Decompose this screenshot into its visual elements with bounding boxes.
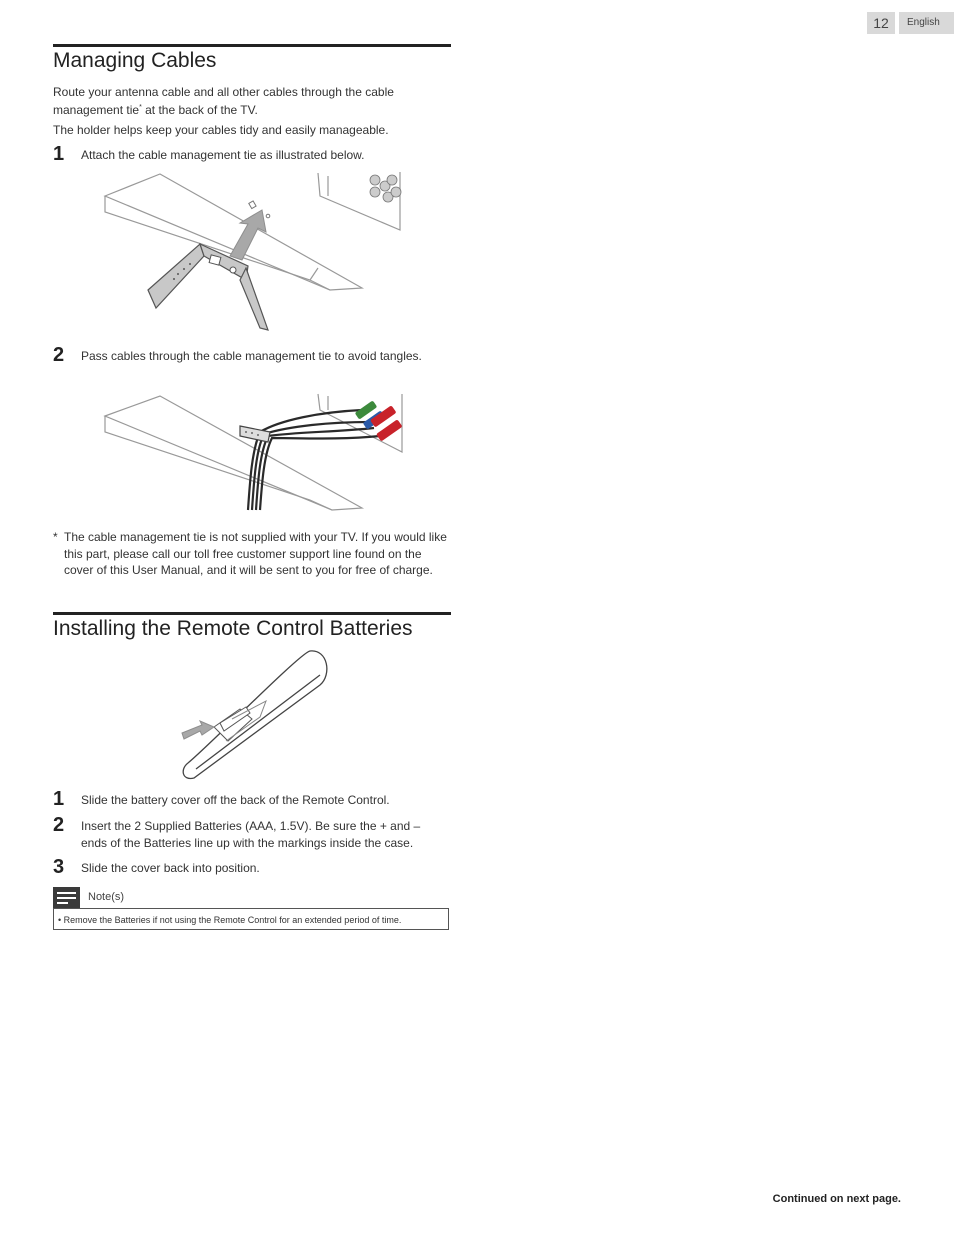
arrow-icon (182, 721, 214, 739)
step-number: 2 (53, 814, 65, 836)
cable-tie-attach-illustration (100, 168, 410, 338)
step-number: 1 (53, 143, 65, 165)
cables-through-tie-illustration (100, 390, 410, 515)
intro-line-1: Route your antenna cable and all other cables through the cable (53, 85, 394, 99)
intro-text-end: at the back of the TV. (141, 103, 258, 117)
remote-control-illustration (170, 645, 340, 785)
step-number: 1 (53, 788, 65, 810)
language-tab: English (899, 12, 954, 34)
step-text: Slide the battery cover off the back of the Remote Control. (81, 793, 390, 807)
intro-paragraph (53, 84, 443, 118)
step-text: Pass cables through the cable management tie to avoid tangles. (81, 349, 422, 363)
section-title-managing-cables: Managing Cables (53, 49, 217, 72)
intro-text: management tie (53, 103, 140, 117)
step-text: Slide the cover back into position. (81, 861, 260, 875)
section-title-remote-batteries: Installing the Remote Control Batteries (53, 617, 413, 640)
intro-line-2 (53, 100, 443, 118)
footnote-ref: * (139, 104, 142, 111)
footnote-text: The cable management tie is not supplied with your TV. If you would like this part, please call our toll free customer support line found on the cover of this User Manual, and it will be sent to you for free of charge. (64, 530, 447, 577)
arrow-icon (230, 210, 266, 260)
note-text: • Remove the Batteries if not using the Remote Control for an extended period of time. (53, 908, 449, 930)
continued-label: Continued on next page. (772, 1193, 901, 1205)
step-text: Attach the cable management tie as illustrated below. (81, 148, 365, 162)
note-icon (53, 887, 80, 908)
section-divider (53, 44, 451, 47)
step-text: Insert the 2 Supplied Batteries (AAA, 1.5V). Be sure the + and – ends of the Batteries line up with the markings inside the case. (81, 819, 421, 850)
intro-paragraph-2: The holder helps keep your cables tidy and easily manageable. (53, 123, 389, 137)
step-number: 2 (53, 344, 65, 366)
footnote (53, 529, 447, 579)
section-divider (53, 612, 451, 615)
step-number: 3 (53, 856, 65, 878)
footnote-mark: * (53, 530, 58, 544)
page-number: 12 (867, 12, 895, 34)
note-label: Note(s) (88, 891, 125, 903)
